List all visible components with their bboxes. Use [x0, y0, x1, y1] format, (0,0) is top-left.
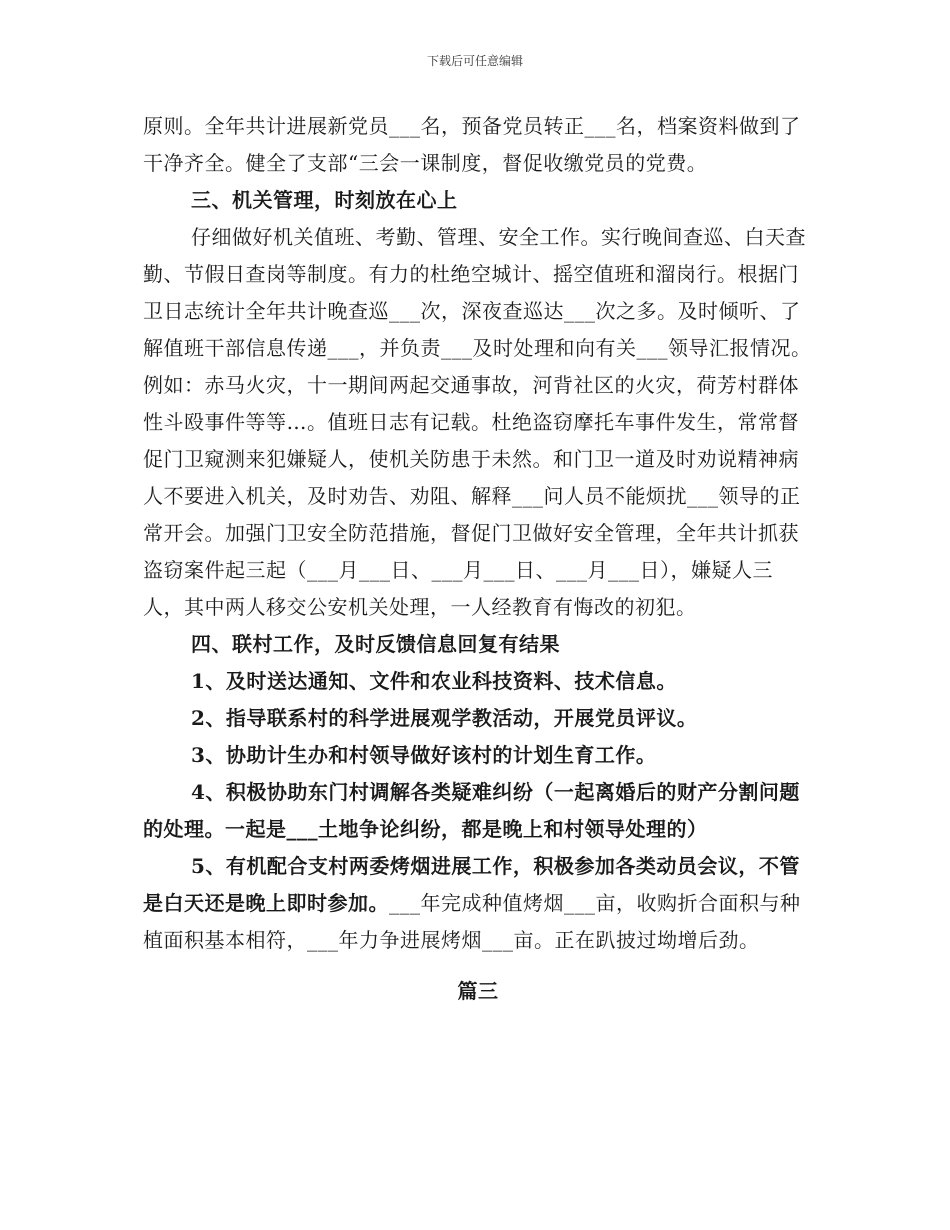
paragraph-office-duty: 仔细做好机关值班、考勤、管理、安全工作。实行晚间查巡、白天查勤、节假日查岗等制度。有力的杜绝空城计、摇空值班和溜岗行。根据门卫日志统计全年共计晚查巡___次，深夜查巡达___次之多。及时倾听、了解值班干部信息传递___，并负责___及时处理和向有关___领导汇报情况。例如：赤马火灾，十一期间两起交通事故，河背社区的火灾，荷芳村群体性斗殴事件等等…。值班日志有记载。杜绝盗窃摩托车事件发生，常常督促门卫窥测来犯嫌疑人，使机关防患于未然。和门卫一道及时劝说精神病人不要进入机关，及时劝告、劝阻、解释___问人员不能烦扰___领导的正常开会。加强门卫安全防范措施，督促门卫做好安全管理，全年共计抓获盗窃案件起三起（___月___日、___月___日、___月___日），嫌疑人三人，其中两人移交公安机关处理，一人经教育有悔改的初犯。 [143, 225, 812, 619]
list-item-5-rest: ___年完成种值烤烟___亩，收购折合面积与种植面积基本相符，___年力争进展烤烟___亩。正在趴披过坳增后劲。 [143, 891, 801, 952]
list-item-5-bold: 5、有机配合支村两委烤烟进展工作，积极参加各类动员会议，不管是白天还是晚上即时参加。 [143, 854, 800, 915]
list-item-5 [143, 848, 813, 959]
heading-village-work: 四、联村工作，及时反馈信息回复有结果 [191, 632, 560, 656]
section-title: 篇三 [457, 979, 499, 1003]
list-item-4: 4、积极协助东门村调解各类疑难纠纷（一起离婚后的财产分割问题的处理。一起是___土地争论纠纷，都是晚上和村领导处理的） [143, 780, 800, 841]
heading-office-management: 三、机关管理，时刻放在心上 [191, 188, 458, 212]
page-header: 下载后可任意编辑 [426, 54, 523, 68]
paragraph-principle: 原则。全年共计进展新党员___名，预备党员转正___名，档案资料做到了干净齐全。健全了支部“三会一课制度，督促收缴党员的党费。 [143, 114, 801, 175]
list-item-3: 3、协助计生办和村领导做好该村的计划生育工作。 [191, 743, 657, 767]
document-body [143, 108, 813, 1010]
list-item-1: 1、及时送达通知、文件和农业科技资料、技术信息。 [191, 669, 677, 693]
list-item-2: 2、指导联系村的科学进展观学教活动，开展党员评议。 [191, 706, 698, 730]
